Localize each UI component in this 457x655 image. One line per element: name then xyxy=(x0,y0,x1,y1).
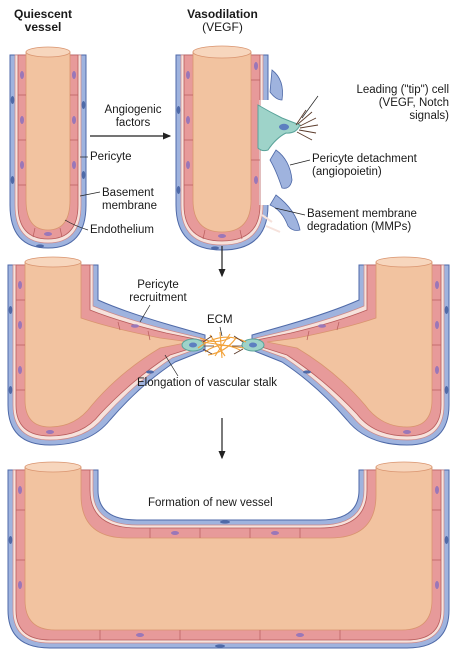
pericyte-recruitment-label: Pericyte recruitment xyxy=(129,279,187,304)
tip-cell-label: Leading ("tip") cell (VEGF, Notch signals) xyxy=(356,84,449,122)
ecm-label: ECM xyxy=(207,314,233,326)
quiescent-vessel-heading: Quiescent vessel xyxy=(13,7,73,34)
basement-membrane-label: Basement membrane xyxy=(102,187,157,212)
tip-cell xyxy=(258,105,300,151)
formation-label: Formation of new vessel xyxy=(148,497,273,509)
elongation-label: Elongation of vascular stalk xyxy=(137,377,277,389)
pericyte-detachment-label: Pericyte detachment (angiopoietin) xyxy=(312,153,417,178)
elongating-vessels xyxy=(8,257,449,445)
pericyte-label: Pericyte xyxy=(90,151,132,163)
angiogenic-factors-label: Angiogenic factors xyxy=(104,104,162,129)
quiescent-vessel xyxy=(10,47,86,248)
vasodilation-heading: Vasodilation (VEGF) xyxy=(187,7,258,34)
vasodilated-vessel xyxy=(176,46,318,250)
endothelium-label: Endothelium xyxy=(90,224,154,236)
membrane-degradation-label: Basement membrane degradation (MMPs) xyxy=(307,208,417,233)
new-vessel xyxy=(8,462,449,648)
